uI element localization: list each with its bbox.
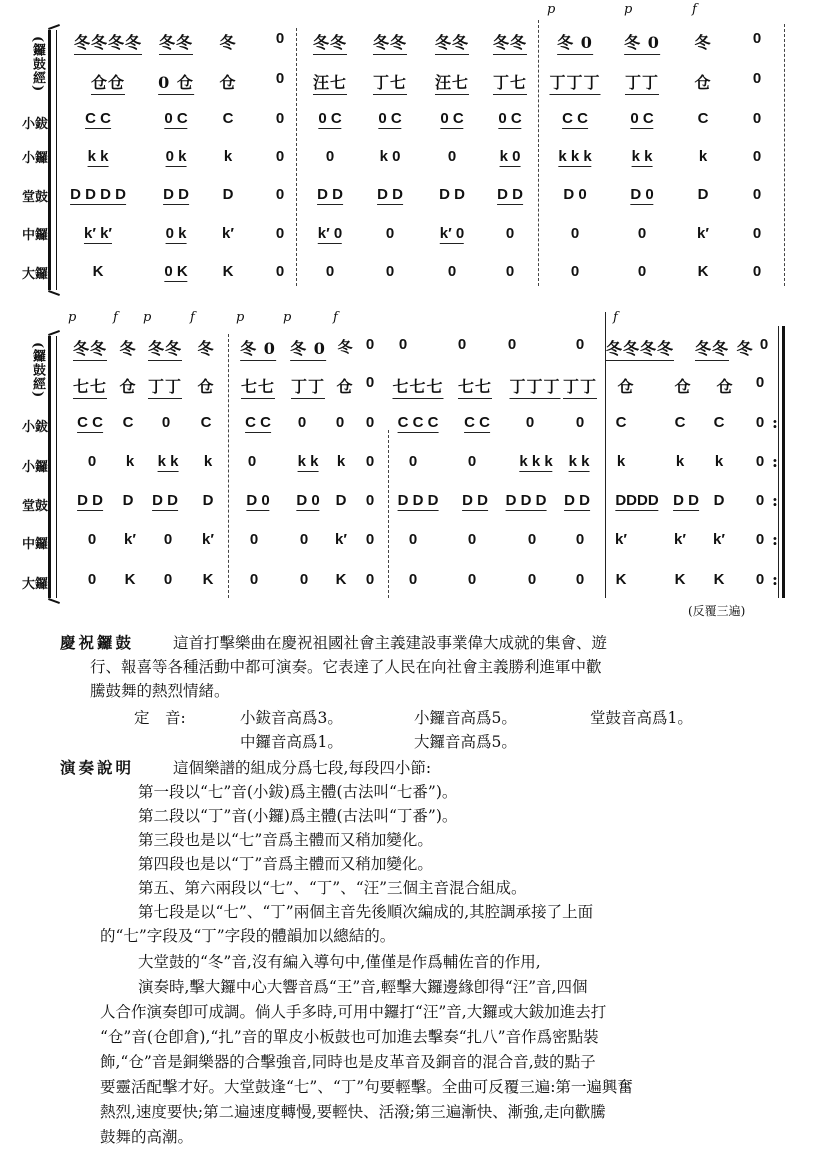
score-cell: 冬 xyxy=(197,339,215,358)
dynamic-marking: f xyxy=(613,310,618,325)
score-cell: D D D xyxy=(505,492,547,509)
score-cell: 0 xyxy=(398,336,408,353)
score-cell: 仓 xyxy=(197,377,215,396)
score-cell: 丁丁 xyxy=(625,70,659,95)
score-cell: 冬冬 xyxy=(73,336,107,361)
score-cell: D 0 xyxy=(296,492,320,509)
score-cell: C C xyxy=(245,414,271,431)
performance-heading-line xyxy=(60,757,431,779)
score-cell: K xyxy=(335,571,347,588)
dynamic-marking: f xyxy=(190,310,195,325)
score-cell: 0 仓 xyxy=(158,70,194,95)
score-cell: 冬冬 xyxy=(435,30,469,55)
score-cell: 七七七 xyxy=(392,374,443,399)
score-cell: k k xyxy=(568,453,590,470)
score-cell: 七七 xyxy=(73,374,107,399)
score-cell: 0 xyxy=(249,571,259,588)
score-cell: 0 k xyxy=(165,225,187,242)
score-cell: 0 xyxy=(755,531,765,548)
score-cell: 冬 0 xyxy=(290,336,326,361)
repeat-sign-dots: : xyxy=(772,570,778,589)
score-cell: 冬 xyxy=(694,33,712,52)
score-cell: 0 xyxy=(163,531,173,548)
score-cell: 0 xyxy=(447,148,457,165)
system-bracket xyxy=(48,30,57,290)
instrument-label-medium-gong: 中鑼 xyxy=(22,537,49,552)
score-cell: 0 xyxy=(325,148,335,165)
score-cell: D xyxy=(713,492,725,509)
score-cell: 0 xyxy=(575,531,585,548)
score-cell: C C xyxy=(85,110,111,127)
score-cell: 0 xyxy=(275,148,285,165)
pitch-small-cymbal: 小鈸音高爲3。 xyxy=(240,709,343,727)
section-note: 第三段也是以“七”音爲主體而又稍加變化。 xyxy=(138,831,433,849)
score-cell: 0 xyxy=(408,531,418,548)
score-cell: 冬 xyxy=(736,339,754,358)
score-cell: 0 xyxy=(408,571,418,588)
score-cell: 0 xyxy=(457,336,467,353)
section-note: 第七段是以“七”、“丁”兩個主音先後順次編成的,其腔調承接了上面 xyxy=(138,903,594,921)
score-cell: 0 xyxy=(247,453,257,470)
score-cell: k′ xyxy=(697,225,709,242)
score-cell: k xyxy=(336,453,346,470)
pitch-medium-gong: 中鑼音高爲1。 xyxy=(240,733,343,751)
score-cell: 0 xyxy=(527,531,537,548)
score-cell: K xyxy=(202,571,214,588)
score-cell: 0 xyxy=(467,531,477,548)
score-cell: 0 xyxy=(365,571,375,588)
pitch-hall-drum: 堂鼓音高爲1。 xyxy=(590,709,693,727)
score-cell: k xyxy=(125,453,135,470)
score-cell: 0 C xyxy=(440,110,464,127)
repeat-sign-dots: : xyxy=(772,452,778,471)
score-cell: 七七 xyxy=(241,374,275,399)
dynamic-marking: p xyxy=(236,310,245,325)
score-cell: 0 xyxy=(507,336,517,353)
score-cell: k k xyxy=(297,453,319,470)
score-cell: 0 xyxy=(505,225,515,242)
performance-note: 熱烈,速度要快;第二遍速度轉慢,要輕快、活潑;第三遍漸快、漸強,走向歡騰 xyxy=(100,1103,606,1121)
score-cell: k xyxy=(616,453,626,470)
score-cell: 0 C xyxy=(498,110,522,127)
score-cell: k′ k′ xyxy=(83,225,113,242)
dynamic-marking: p xyxy=(624,2,633,17)
score-cell: D xyxy=(202,492,214,509)
pitch-small-gong: 小鑼音高爲5。 xyxy=(414,709,517,727)
score-cell: 0 xyxy=(637,263,647,280)
score-cell: 0 xyxy=(755,374,765,391)
score-cell: k′ xyxy=(713,531,725,548)
score-cell: 冬冬冬冬 xyxy=(606,336,674,361)
score-cell: 0 C xyxy=(164,110,188,127)
score-cell: k′ 0 xyxy=(439,225,465,242)
section-note: 第四段也是以“丁”音爲主體而又稍加變化。 xyxy=(138,855,433,873)
intro-line: 這首打擊樂曲在慶祝祖國社會主義建設事業偉大成就的集會、遊 xyxy=(172,634,607,652)
score-cell: 0 xyxy=(87,571,97,588)
score-cell: K xyxy=(713,571,725,588)
score-cell: 冬冬 xyxy=(313,30,347,55)
score-cell: C C xyxy=(464,414,490,431)
score-cell: k′ xyxy=(674,531,686,548)
score-cell: 0 xyxy=(755,453,765,470)
score-cell: 0 xyxy=(752,225,762,242)
instrument-label-small-gong: 小鑼 xyxy=(22,460,49,475)
score-cell: DDDD xyxy=(615,492,659,509)
score-cell: 0 xyxy=(335,414,345,431)
score-cell: 0 xyxy=(575,336,585,353)
performance-note: “仓”音(仓卽倉),“扎”音的單皮小板鼓也可加進去擊奏“扎八”音作爲密點裝 xyxy=(100,1028,599,1046)
performance-note: 大堂鼓的“冬”音,沒有編入導句中,僅僅是作爲輔佐音的作用, xyxy=(138,953,541,971)
instrument-label-gong-drum-classic: (鑼鼓經) xyxy=(30,36,45,93)
score-cell: D D xyxy=(77,492,103,509)
score-cell: 0 xyxy=(755,492,765,509)
score-cell: 冬 xyxy=(337,339,353,356)
score-cell: 仓 xyxy=(674,377,692,396)
score-cell: 冬 xyxy=(219,33,237,52)
score-cell: 0 xyxy=(525,414,535,431)
score-cell: 0 xyxy=(299,571,309,588)
score-cell: k′ xyxy=(124,531,136,548)
score-cell: K xyxy=(674,571,686,588)
score-cell: 冬 0 xyxy=(557,30,593,55)
pitch-label: 定 音: xyxy=(134,709,186,727)
score-cell: 丁丁丁 xyxy=(549,70,600,95)
score-cell: 0 xyxy=(637,225,647,242)
performance-lead: 這個樂譜的組成分爲七段,每段四小節: xyxy=(172,759,432,777)
score-cell: 0 xyxy=(752,148,762,165)
score-cell: 冬 xyxy=(119,339,137,358)
score-cell: 0 xyxy=(755,571,765,588)
section-note: 第二段以“丁”音(小鑼)爲主體(古法叫“丁番”)。 xyxy=(138,807,458,825)
score-cell: 仓 xyxy=(119,377,137,396)
score-cell: k′ xyxy=(615,531,627,548)
score-cell: 丁丁 xyxy=(291,374,325,399)
score-cell: 0 xyxy=(385,225,395,242)
score-cell: D D D D xyxy=(70,186,126,203)
score-cell: D 0 xyxy=(630,186,654,203)
score-cell: 0 C xyxy=(378,110,402,127)
score-cell: k′ 0 xyxy=(317,225,343,242)
score-system-1 xyxy=(0,0,824,300)
score-system-2 xyxy=(0,310,824,630)
score-cell: 0 xyxy=(275,186,285,203)
score-cell: 0 xyxy=(752,110,762,127)
score-cell: 0 xyxy=(275,70,285,87)
instrument-label-large-gong: 大鑼 xyxy=(22,577,49,592)
section-note: 第一段以“七”音(小鈸)爲主體(古法叫“七番”)。 xyxy=(138,783,458,801)
score-cell: D xyxy=(335,492,347,509)
score-cell: C C C xyxy=(397,414,439,431)
score-cell: 0 xyxy=(275,263,285,280)
score-cell: K xyxy=(615,571,627,588)
score-cell: 冬 0 xyxy=(240,336,276,361)
score-cell: 0 xyxy=(161,414,171,431)
score-cell: 0 xyxy=(385,263,395,280)
score-cell: 0 xyxy=(365,453,375,470)
score-cell: 冬冬 xyxy=(148,336,182,361)
repeat-three-times-note: (反覆三遍) xyxy=(688,604,746,618)
section-note: 第五、第六兩段以“七”、“丁”、“汪”三個主音混合組成。 xyxy=(138,879,527,897)
performance-note: 要靈活配擊才好。大堂鼓逢“七”、“丁”句要輕擊。全曲可反覆三遍:第一遍興奮 xyxy=(100,1078,633,1096)
score-cell: 0 xyxy=(365,414,375,431)
score-cell: 0 xyxy=(365,531,375,548)
score-cell: C xyxy=(222,110,234,127)
score-cell: 汪七 xyxy=(313,70,347,95)
score-cell: 丁丁 xyxy=(148,374,182,399)
score-cell: 冬冬冬冬 xyxy=(74,30,142,55)
instrument-label-medium-gong: 中鑼 xyxy=(22,228,49,243)
dynamic-marking: f xyxy=(333,310,338,325)
score-cell: C xyxy=(713,414,725,431)
instrument-label-large-gong: 大鑼 xyxy=(22,267,49,282)
barline xyxy=(388,430,389,598)
score-cell: K xyxy=(697,263,709,280)
score-cell: 0 k xyxy=(165,148,187,165)
score-cell: k xyxy=(203,453,213,470)
dynamic-marking: p xyxy=(547,2,556,17)
score-cell: 0 xyxy=(467,453,477,470)
barline xyxy=(228,334,229,598)
performance-note: 人合作演奏卽可成調。倘人手多時,可用中鑼打“汪”音,大鑼或大鈸加進去打 xyxy=(100,1003,607,1021)
score-cell: k′ xyxy=(202,531,214,548)
score-cell: 仓 xyxy=(716,377,734,396)
score-cell: D D xyxy=(317,186,343,203)
final-barline xyxy=(782,326,785,598)
section-note-cont: 的“七”字段及“丁”字段的體韻加以總結的。 xyxy=(100,927,396,945)
score-cell: 0 xyxy=(447,263,457,280)
piece-title xyxy=(60,632,607,654)
score-cell: k xyxy=(223,148,233,165)
score-cell: 丁七 xyxy=(493,70,527,95)
score-cell: 0 xyxy=(365,336,375,353)
score-cell: 0 xyxy=(752,30,762,47)
score-cell: C xyxy=(615,414,627,431)
score-cell: k k xyxy=(157,453,179,470)
score-cell: 0 xyxy=(87,531,97,548)
performance-note: 演奏時,擊大鑼中心大響音爲“王”音,輕擊大鑼邊緣卽得“汪”音,四個 xyxy=(138,978,588,996)
intro-line: 行、報喜等各種活動中都可演奏。它表達了人民在向社會主義勝利進軍中歡 xyxy=(90,658,602,676)
score-cell: D D xyxy=(497,186,523,203)
system-bracket xyxy=(48,336,57,598)
score-cell: 0 xyxy=(163,571,173,588)
score-cell: 汪七 xyxy=(435,70,469,95)
score-cell: 仓 xyxy=(219,73,237,92)
score-cell: 0 xyxy=(527,571,537,588)
intro-line: 騰鼓舞的熱烈情緒。 xyxy=(90,682,230,700)
score-cell: k k k xyxy=(519,453,553,470)
dynamic-marking: f xyxy=(113,310,118,325)
instrument-label-hall-drum: 堂鼓 xyxy=(22,190,49,205)
score-cell: 冬冬 xyxy=(373,30,407,55)
score-cell: 冬 0 xyxy=(624,30,660,55)
score-cell: D D xyxy=(564,492,590,509)
score-cell: 0 xyxy=(299,531,309,548)
score-cell: 冬冬 xyxy=(493,30,527,55)
score-cell: 0 C xyxy=(318,110,342,127)
score-cell: 0 xyxy=(752,70,762,87)
score-cell: 0 xyxy=(575,414,585,431)
score-cell: 仓 xyxy=(694,73,712,92)
score-cell: k k k xyxy=(558,148,592,165)
score-cell: 0 xyxy=(365,374,375,391)
dynamic-marking: f xyxy=(692,2,697,17)
score-cell: D xyxy=(697,186,709,203)
score-cell: 丁丁丁 xyxy=(509,374,560,399)
piece-title-text: 慶祝鑼鼓 xyxy=(60,634,135,652)
repeat-sign-dots: : xyxy=(772,413,778,432)
pitch-large-gong: 大鑼音高爲5。 xyxy=(414,733,517,751)
score-cell: 仓 xyxy=(336,377,354,396)
score-cell: 0 xyxy=(325,263,335,280)
score-cell: C C xyxy=(77,414,103,431)
score-cell: D 0 xyxy=(246,492,270,509)
score-cell: 0 xyxy=(570,263,580,280)
score-cell: k xyxy=(675,453,685,470)
repeat-sign-dots: : xyxy=(772,491,778,510)
score-cell: K xyxy=(92,263,104,280)
score-cell: 0 xyxy=(467,571,477,588)
score-cell: 0 xyxy=(759,336,769,353)
score-cell: k xyxy=(698,148,708,165)
score-cell: 丁七 xyxy=(373,70,407,95)
score-cell: 0 xyxy=(752,186,762,203)
performance-note: 飾,“仓”音是銅樂器的合擊強音,同時也是皮革音及銅音的混合音,鼓的點子 xyxy=(100,1053,596,1071)
instrument-label-hall-drum: 堂鼓 xyxy=(22,499,49,514)
score-cell: D D xyxy=(163,186,189,203)
dynamic-marking: p xyxy=(283,310,292,325)
instrument-label-gong-drum-classic: (鑼鼓經) xyxy=(30,342,45,399)
repeat-sign-dots: : xyxy=(772,530,778,549)
barline xyxy=(296,28,297,286)
score-cell: K xyxy=(124,571,136,588)
score-cell: 仓仓 xyxy=(91,70,125,95)
score-cell: 0 xyxy=(570,225,580,242)
score-cell: k′ xyxy=(222,225,234,242)
score-cell: 0 xyxy=(752,263,762,280)
instrument-label-small-cymbal: 小鈸 xyxy=(22,117,49,132)
instrument-label-small-gong: 小鑼 xyxy=(22,151,49,166)
score-cell: 仓 xyxy=(617,377,635,396)
score-cell: D xyxy=(122,492,134,509)
score-cell: D 0 xyxy=(563,186,587,203)
score-cell: D D D xyxy=(397,492,439,509)
score-cell: D D xyxy=(377,186,403,203)
score-cell: k k xyxy=(631,148,653,165)
score-cell: 丁丁 xyxy=(563,374,597,399)
score-cell: C xyxy=(674,414,686,431)
score-cell: k 0 xyxy=(499,148,521,165)
score-cell: C xyxy=(697,110,709,127)
score-cell: D D xyxy=(673,492,699,509)
dynamic-marking: p xyxy=(68,310,77,325)
score-cell: 0 xyxy=(275,30,285,47)
score-cell: K xyxy=(222,263,234,280)
score-cell: 0 xyxy=(87,453,97,470)
barline xyxy=(784,24,785,286)
score-cell: 0 xyxy=(249,531,259,548)
score-cell: k′ xyxy=(335,531,347,548)
score-cell: 0 xyxy=(408,453,418,470)
score-cell: 0 K xyxy=(164,263,188,280)
score-cell: k 0 xyxy=(379,148,401,165)
score-cell: 0 xyxy=(505,263,515,280)
score-cell: k xyxy=(714,453,724,470)
score-cell: 七七 xyxy=(458,374,492,399)
performance-note: 鼓舞的高潮。 xyxy=(100,1128,194,1146)
final-barline-thin xyxy=(778,326,779,598)
score-cell: C xyxy=(122,414,134,431)
score-cell: 0 xyxy=(755,414,765,431)
score-cell: 0 xyxy=(275,110,285,127)
score-cell: D D xyxy=(152,492,178,509)
score-cell: 0 xyxy=(365,492,375,509)
score-cell: 0 xyxy=(575,571,585,588)
score-cell: 冬冬 xyxy=(695,336,729,361)
instrument-label-small-cymbal: 小鈸 xyxy=(22,420,49,435)
dynamic-marking: p xyxy=(143,310,152,325)
score-cell: 冬冬 xyxy=(159,30,193,55)
performance-heading: 演奏說明 xyxy=(60,759,135,777)
score-cell: C xyxy=(200,414,212,431)
score-cell: D xyxy=(222,186,234,203)
score-cell: k k xyxy=(87,148,109,165)
score-cell: D D xyxy=(439,186,465,203)
score-cell: 0 xyxy=(275,225,285,242)
score-cell: C C xyxy=(562,110,588,127)
score-cell: 0 xyxy=(297,414,307,431)
score-cell: 0 C xyxy=(630,110,654,127)
barline xyxy=(538,20,539,286)
score-cell: D D xyxy=(462,492,488,509)
